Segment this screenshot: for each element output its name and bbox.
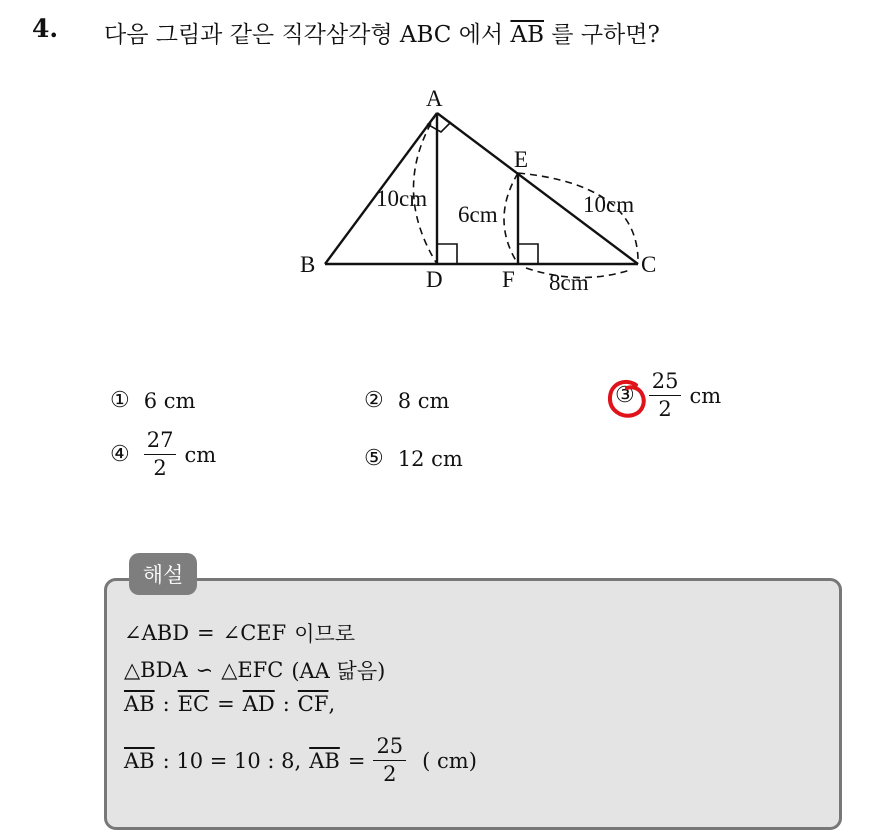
label-ec: 10cm — [583, 192, 635, 217]
equals-sign: = — [217, 692, 235, 716]
segment-cf: $\overline{CF}$ — [297, 692, 329, 716]
angle-cef: ∠CEF — [222, 621, 287, 645]
label-ad: 10cm — [376, 186, 428, 211]
line-1-suffix: 이므로 — [294, 622, 356, 646]
vertex-a: A — [426, 86, 443, 111]
question-segment: $\overline{AB}$ — [510, 22, 544, 48]
choice-4-denominator: 2 — [153, 456, 167, 480]
colon: : — [162, 692, 170, 716]
angle-abd: ∠ABD — [124, 621, 190, 645]
segment-ab: $\overline{AB}$ — [124, 748, 155, 773]
label-fc: 8cm — [549, 270, 589, 295]
choice-5-value: 12 cm — [397, 446, 463, 471]
segment-ec: $\overline{EC}$ — [177, 692, 210, 716]
choice-2[interactable] — [364, 388, 449, 413]
solution-line-4 — [124, 736, 477, 785]
proportion: : 10 = 10 : 8, — [162, 748, 302, 773]
choice-1[interactable] — [110, 388, 195, 413]
choice-4-unit: cm — [184, 442, 217, 467]
vertex-d: D — [426, 267, 443, 292]
choice-4-marker: ④ — [110, 442, 130, 467]
right-angle-d — [437, 244, 457, 264]
choice-3-numerator: 25 — [649, 371, 682, 396]
answer-numerator: 25 — [373, 736, 406, 761]
label-ef: 6cm — [458, 202, 498, 227]
choice-2-value: 8 cm — [397, 388, 450, 413]
choice-2-marker: ② — [364, 388, 384, 413]
question-text-before: 다음 그림과 같은 직각삼각형 ABC 에서 — [104, 22, 511, 48]
choice-3-fraction — [649, 371, 682, 420]
choice-3-marker: ③ — [615, 383, 635, 408]
line-2-suffix: (AA 닮음) — [291, 659, 386, 683]
choice-3-unit: cm — [689, 383, 722, 408]
arc-ef — [504, 173, 518, 264]
vertex-b: B — [300, 252, 316, 277]
triangle-efc: △EFC — [221, 658, 284, 682]
choice-1-marker: ① — [110, 388, 130, 413]
segment-ab: $\overline{AB}$ — [124, 692, 155, 716]
similar-sign: ∽ — [195, 658, 214, 682]
side-ac — [437, 113, 638, 264]
question-text — [104, 16, 660, 49]
choice-4[interactable] — [110, 430, 216, 479]
choice-3-denominator: 2 — [658, 397, 672, 421]
choice-4-fraction — [144, 430, 177, 479]
answer-fraction — [373, 736, 406, 785]
vertex-e: E — [514, 147, 529, 172]
question-number: 4. — [32, 14, 59, 43]
answer-denominator: 2 — [383, 762, 397, 786]
triangle-bda: △BDA — [124, 658, 188, 682]
selected-answer-mark — [606, 377, 648, 421]
equals-sign: = — [347, 748, 366, 773]
triangle-figure — [290, 80, 690, 310]
comma: , — [328, 692, 336, 716]
answer-unit: ( cm) — [422, 748, 477, 773]
choice-5-marker: ⑤ — [364, 446, 384, 471]
segment-ad: $\overline{AD}$ — [242, 692, 275, 716]
colon: : — [282, 692, 290, 716]
right-angle-f — [518, 244, 538, 264]
solution-line-1 — [124, 618, 355, 648]
question-text-after: 를 구하면? — [543, 22, 660, 48]
vertex-f: F — [502, 267, 515, 292]
solution-tab: 해설 — [129, 553, 197, 595]
solution-line-3 — [124, 692, 335, 716]
choice-5[interactable] — [364, 446, 463, 471]
solution-line-2 — [124, 655, 385, 685]
choice-1-value: 6 cm — [143, 388, 196, 413]
choice-4-numerator: 27 — [144, 430, 177, 455]
segment-ab: $\overline{AB}$ — [309, 748, 340, 773]
vertex-c: C — [641, 252, 657, 277]
equals-sign: = — [197, 621, 215, 645]
